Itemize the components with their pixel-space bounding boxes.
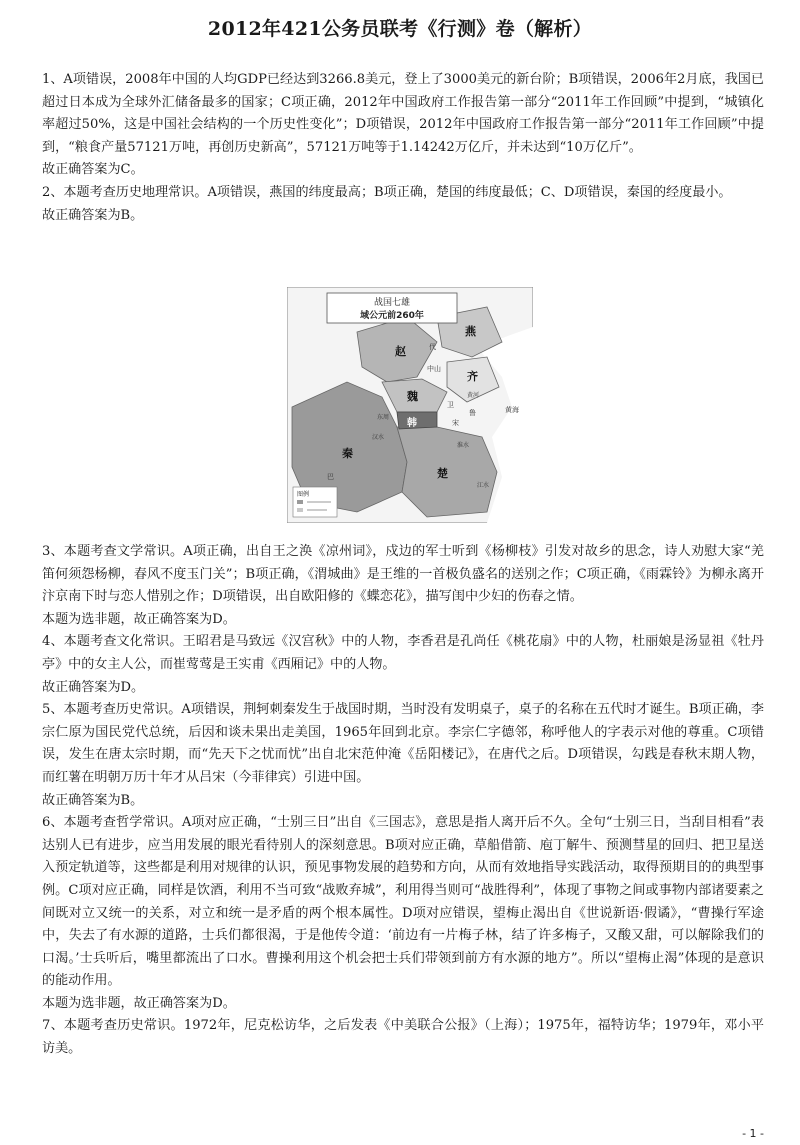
answer-line: 本题为选非题，故正确答案为D。 — [42, 995, 236, 1011]
page-title: 2012年421公务员联考《行测》卷（解析） — [207, 18, 593, 40]
answer-section-bottom — [42, 541, 764, 1061]
map-label-song: 宋 — [452, 419, 459, 427]
map-label-dai: 代 — [429, 343, 436, 351]
state-label-yan: 燕 — [465, 325, 476, 338]
map-label-lu: 鲁 — [469, 409, 476, 417]
state-label-zhao: 赵 — [395, 345, 406, 358]
map-label-yangtze: 江水 — [477, 482, 490, 489]
answer-line: 故正确答案为C。 — [42, 162, 144, 178]
map-label-wei-state: 卫 — [447, 401, 454, 409]
map-label-yellow-river: 黄河 — [467, 392, 480, 399]
answer-line: 故正确答案为B。 — [42, 207, 144, 223]
answer-paragraph: 1、A项错误，2008年中国的人均GDP已经达到3266.8美元，登上了3000美元的新台阶；B项错误，2006年2月底，我国已超过日本成为全球外汇储备最多的国家；C项正确，2012年中国政府工作报告第一部分“2011年工作回顾”中提到，“城镇化率超过50%，这是中国社会结构的一个历史性变化”；D项错误，2012年中国政府工作报告第一部分“2011年工作回顾”中提到，“粮食产量57121万吨，再创历史新高”，57121万吨等于1.14242万亿斤，并未达到“10万亿斤”。 — [42, 72, 764, 155]
answer-line: 本题为选非题，故正确答案为D。 — [42, 611, 236, 627]
state-label-wei: 魏 — [407, 390, 418, 403]
page-number: - 1 - — [742, 1127, 764, 1140]
state-label-han: 韩 — [407, 418, 417, 429]
map-label-ba: 巴 — [327, 473, 334, 481]
map-label-yellow-sea: 黄海 — [505, 406, 519, 414]
map-subtitle: 域公元前260年 — [360, 311, 424, 321]
warring-states-map — [287, 287, 533, 523]
answer-paragraph: 5、本题考查历史常识。A项错误，荆轲刺秦发生于战国时期，当时没有发明桌子，桌子的名称在五代时才诞生。B项正确，李宗仁原为国民党代总统，后因和谈未果出走美国，1965年回到北京。李宗仁字德邻，称呼他人的字表示对他的尊重。C项错误，发生在唐太宗时期，而“先天下之忧而忧”出自北宋范仲淹《岳阳楼记》，在唐代之后。D项错误，勾践是春秋末期人物，而红薯在明朝万历十年才从吕宋（今菲律宾）引进中国。 — [42, 702, 764, 785]
answer-paragraph: 2、本题考查历史地理常识。A项错误，燕国的纬度最高；B项正确，楚国的纬度最低；C、D项错误，秦国的经度最小。 — [42, 184, 732, 200]
map-label-east-zhou: 东周 — [377, 414, 390, 421]
map-label-zhongshan: 中山 — [427, 365, 441, 373]
answer-paragraph: 4、本题考查文化常识。王昭君是马致远《汉宫秋》中的人物，李香君是孔尚任《桃花扇》中的人物，杜丽娘是汤显祖《牡丹亭》中的女主人公，而崔莺莺是王实甫《西厢记》中的人物。 — [42, 634, 764, 672]
answer-paragraph: 7、本题考查历史常识。1972年，尼克松访华，之后发表《中美联合公报》（上海）；1975年，福特访华；1979年，邓小平访美。 — [42, 1018, 764, 1057]
answer-section-top — [42, 69, 764, 227]
state-label-qi: 齐 — [467, 370, 478, 383]
map-title: 战国七雄 — [373, 298, 411, 308]
answer-line: 故正确答案为B。 — [42, 792, 144, 808]
state-label-chu: 楚 — [437, 467, 448, 480]
answer-paragraph: 3、本题考查文学常识。A项正确，出自王之涣《凉州词》，戍边的军士听到《杨柳枝》引发对故乡的思念，诗人劝慰大家“羌笛何须怨杨柳，春风不度玉门关”；B项正确，《渭城曲》是王维的一首极负盛名的送别之作；C项正确，《雨霖铃》为柳永离开汴京南下时与恋人惜别之作；D项错误，出自欧阳修的《蝶恋花》，描写闺中少妇的伤春之情。 — [42, 544, 764, 605]
map-label-huai-river: 淮水 — [457, 442, 470, 449]
answer-line: 故正确答案为D。 — [42, 679, 145, 695]
map-label-han-river: 汉水 — [372, 434, 385, 441]
map-legend-title: 图例 — [297, 491, 310, 498]
answer-paragraph: 6、本题考查哲学常识。A项对应正确，“士别三日”出自《三国志》，意思是指人离开后不久。全句“士别三日，当刮目相看”表达别人已有进步，应当用发展的眼光看待别人的深刻意思。B项对应正确，草船借箭、庖丁解牛、预测彗星的回归、把卫星送入预定轨道等，这些都是利用对规律的认识，预见事物发展的趋势和方向，从而有效地指导实践活动，取得预期目的的典型事例。C项对应正确，同样是饮酒，利用不当可致“战败弃城”，利用得当则可“战胜得利”，体现了事物之间或事物内部诸要素之间既对立又统一的关系，对立和统一是矛盾的两个根本属性。D项对应错误，望梅止渴出自《世说新语·假谲》，“曹操行军途中，失去了有水源的道路，士兵们都很渴，于是他传令道：‘前边有一片梅子林，结了许多梅子，又酸又甜，可以解除我们的口渴。’士兵听后，嘴里都流出了口水。曹操利用这个机会把士兵们带领到前方有水源的地方”。所以“望梅止渴”体现的是意识的能动作用。 — [42, 815, 764, 989]
state-label-qin: 秦 — [342, 447, 353, 460]
